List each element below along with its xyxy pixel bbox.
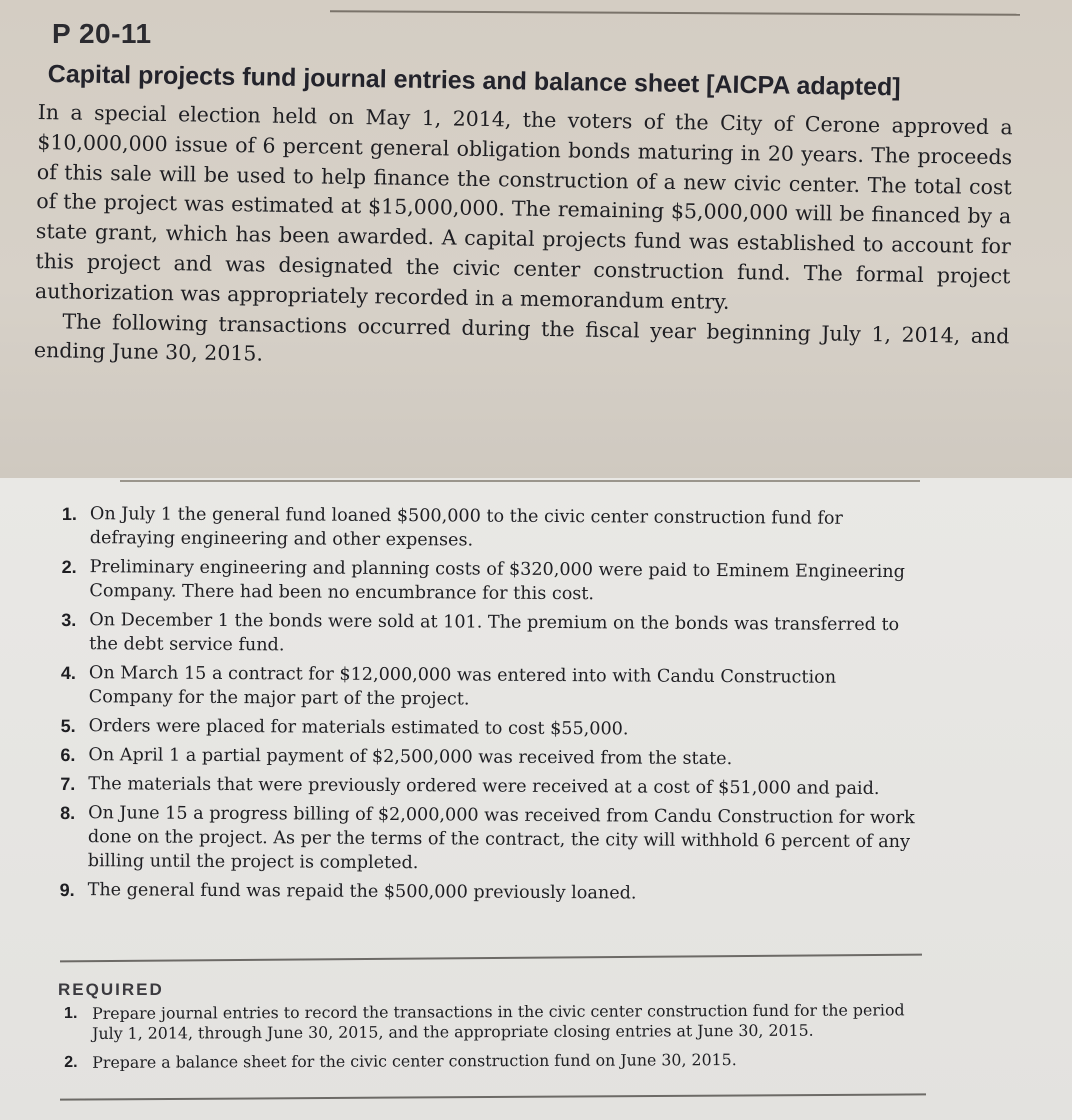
transaction-item — [62, 502, 922, 555]
item-number: 3. — [61, 609, 77, 631]
item-number: 2. — [64, 1053, 78, 1071]
transaction-item — [61, 608, 921, 661]
item-text: On July 1 the general fund loaned $500,000 to the civic center construction fund for defraying engineering and other expenses. — [89, 504, 843, 551]
item-text: Preliminary engineering and planning costs of $320,000 were paid to Eminem Engineering Company. There had been no encumbrance for this cost. — [89, 557, 905, 605]
transaction-item — [60, 743, 920, 772]
item-number: 7. — [60, 773, 76, 795]
item-text: On March 15 a contract for $12,000,000 was entered into with Candu Construction Company for the major part of the project. — [88, 663, 837, 710]
item-number: 6. — [60, 744, 76, 766]
page-fold-line — [120, 480, 920, 482]
item-number: 2. — [61, 556, 77, 578]
transaction-item — [61, 555, 921, 608]
required-heading: REQUIRED — [58, 980, 164, 999]
item-text: On December 1 the bonds were sold at 101. The premium on the bonds was transferred to the debt service fund. — [89, 610, 900, 656]
transaction-item — [60, 801, 920, 878]
intro-paragraph-2: The following transactions occurred during the fiscal year beginning July 1, 2014, and ending June 30, 2015. — [33, 308, 1010, 366]
transactions-list — [60, 502, 922, 912]
item-text: On June 15 a progress billing of $2,000,000 was received from Candu Construction for work done on the project. As per the terms of the contract, the city will withhold 6 percent of any billing until the project is completed. — [87, 803, 915, 874]
item-number: 9. — [59, 879, 75, 901]
transaction-item — [60, 772, 920, 801]
item-text: Prepare a balance sheet for the civic center construction fund on June 30, 2015. — [92, 1050, 737, 1072]
required-item — [64, 1000, 928, 1044]
item-text: On April 1 a partial payment of $2,500,000 was received from the state. — [88, 745, 733, 770]
intro-text — [34, 98, 1013, 381]
transaction-item — [61, 661, 921, 714]
transaction-item — [61, 714, 921, 743]
item-text: Orders were placed for materials estimated to cost $55,000. — [88, 716, 629, 740]
item-number: 8. — [60, 802, 76, 824]
item-number: 4. — [60, 662, 77, 684]
item-text: The general fund was repaid the $500,000 previously loaned. — [87, 880, 637, 904]
problem-title: Capital projects fund journal entries and balance sheet [AICPA adapted] — [47, 60, 901, 102]
required-list — [64, 1000, 928, 1082]
intro-paragraph-1: In a special election held on May 1, 2014, the voters of the City of Cerone approved a $10,000,000 issue of 6 percent general obligation bonds maturing in 20 years. The proceeds of this sale will be used to help finance the construction of a new civic center. The total cost of the project was estimated at $15,000,000. The remaining $5,000,000 will be financed by a state grant, which has been awarded. A capital projects fund was established to account for this project and was designated the civic center construction fund. The formal project authorization was appropriately recorded in a memorandum entry. — [34, 99, 1013, 314]
transaction-item — [60, 878, 920, 907]
item-number: 5. — [60, 715, 76, 737]
item-text: The materials that were previously ordered were received at a cost of $51,000 and paid. — [88, 774, 880, 799]
item-number: 1. — [61, 503, 78, 525]
problem-number: P 20-11 — [52, 18, 152, 49]
item-number: 1. — [64, 1004, 78, 1022]
required-item — [64, 1049, 928, 1073]
item-text: Prepare journal entries to record the transactions in the civic center construction fund for the period July 1, 2014, through June 30, 2015, and the appropriate closing entries at June 30, 2015. — [91, 1000, 905, 1043]
